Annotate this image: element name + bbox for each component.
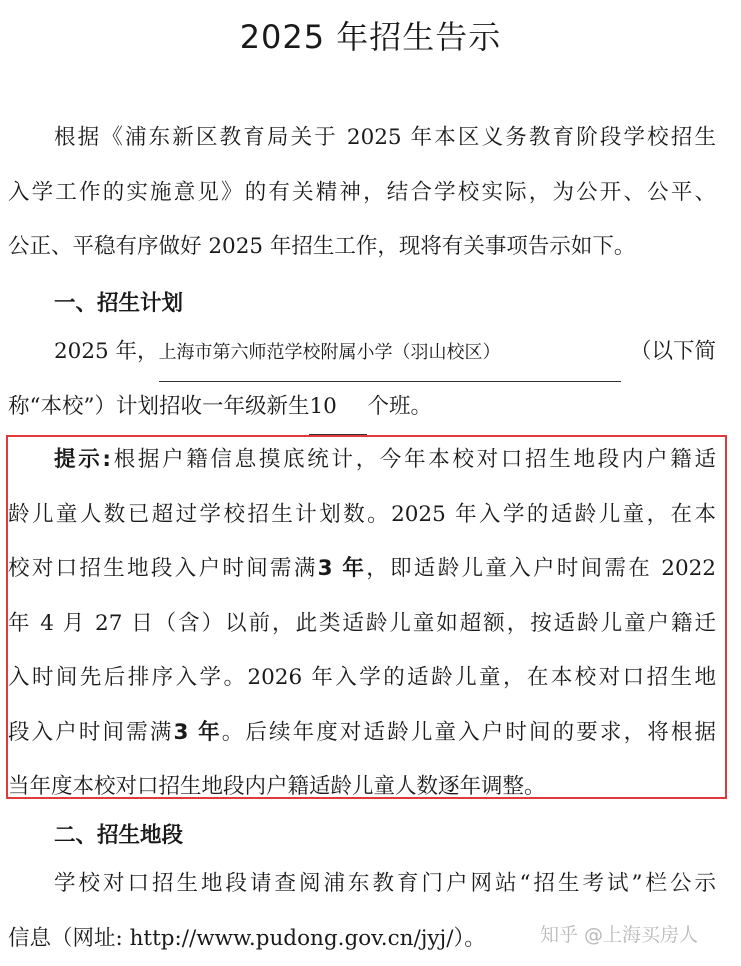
notice-line-text: 校对口招生地段入户时间需满 [8, 556, 318, 581]
notice-paragraph [8, 433, 716, 815]
plan-year-prefix: 2025 年， [54, 339, 159, 364]
intro-line: 根据《浦东新区教育局关于 2025 年本区义务教育阶段学校招生 [8, 111, 716, 166]
notice-line: 入时间先后排序入学。2026 年入学的适龄儿童，在本校对口招生地 [8, 651, 716, 706]
notice-line-text: 段入户时间需满 [8, 720, 173, 745]
notice-line-text: 。后续年度对适龄儿童入户时间的要求，将根据 [222, 720, 716, 745]
area-line: 学校对口招生地段请查阅浦东教育门户网站“招生考试”栏公示 [8, 857, 716, 912]
plan-line2-suffix: 个班。 [367, 394, 432, 419]
notice-line-text: 根据户籍信息摸底统计，今年本校对口招生地段内户籍适 [111, 447, 716, 472]
enrollment-plan-paragraph [8, 325, 716, 434]
notice-line [8, 433, 716, 488]
notice-label: 提示: [54, 447, 111, 472]
notice-line [8, 542, 716, 597]
years-requirement-1: 3 年 [318, 556, 367, 581]
plan-suffix: （以下简 [630, 325, 716, 380]
enrollment-area-paragraph [8, 857, 716, 966]
class-count-field [309, 380, 367, 436]
area-line: 信息（网址: http://www.pudong.gov.cn/jyj/）。 [8, 912, 716, 966]
school-name-field [159, 325, 621, 382]
watermark: 知乎 @上海买房人 [540, 920, 698, 947]
school-name: 上海市第六师范学校附属小学（羽山校区） [159, 342, 501, 363]
notice-line [8, 706, 716, 761]
notice-line: 龄儿童人数已超过学校招生计划数。2025 年入学的适龄儿童，在本 [8, 488, 716, 543]
plan-line2-prefix: 称“本校”）计划招收一年级新生 [8, 394, 309, 419]
plan-line [8, 325, 716, 380]
intro-line: 入学工作的实施意见》的有关精神，结合学校实际，为公开、公平、 [8, 166, 716, 221]
intro-line: 公正、平稳有序做好 2025 年招生工作，现将有关事项告示如下。 [8, 220, 716, 275]
page-title: 2025 年招生告示 [0, 12, 741, 58]
intro-paragraph [8, 111, 716, 275]
class-count: 10 [309, 394, 336, 419]
section-heading-enrollment-area: 二、招生地段 [54, 818, 183, 849]
plan-line [8, 380, 716, 435]
notice-line-text: ，即适龄儿童入户时间需在 2022 [366, 556, 716, 581]
section-heading-enrollment-plan: 一、招生计划 [54, 286, 183, 317]
notice-line: 年 4 月 27 日（含）以前，此类适龄儿童如超额，按适龄儿童户籍迁 [8, 597, 716, 652]
notice-line: 当年度本校对口招生地段内户籍适龄儿童人数逐年调整。 [8, 760, 716, 815]
years-requirement-2: 3 年 [173, 720, 221, 745]
